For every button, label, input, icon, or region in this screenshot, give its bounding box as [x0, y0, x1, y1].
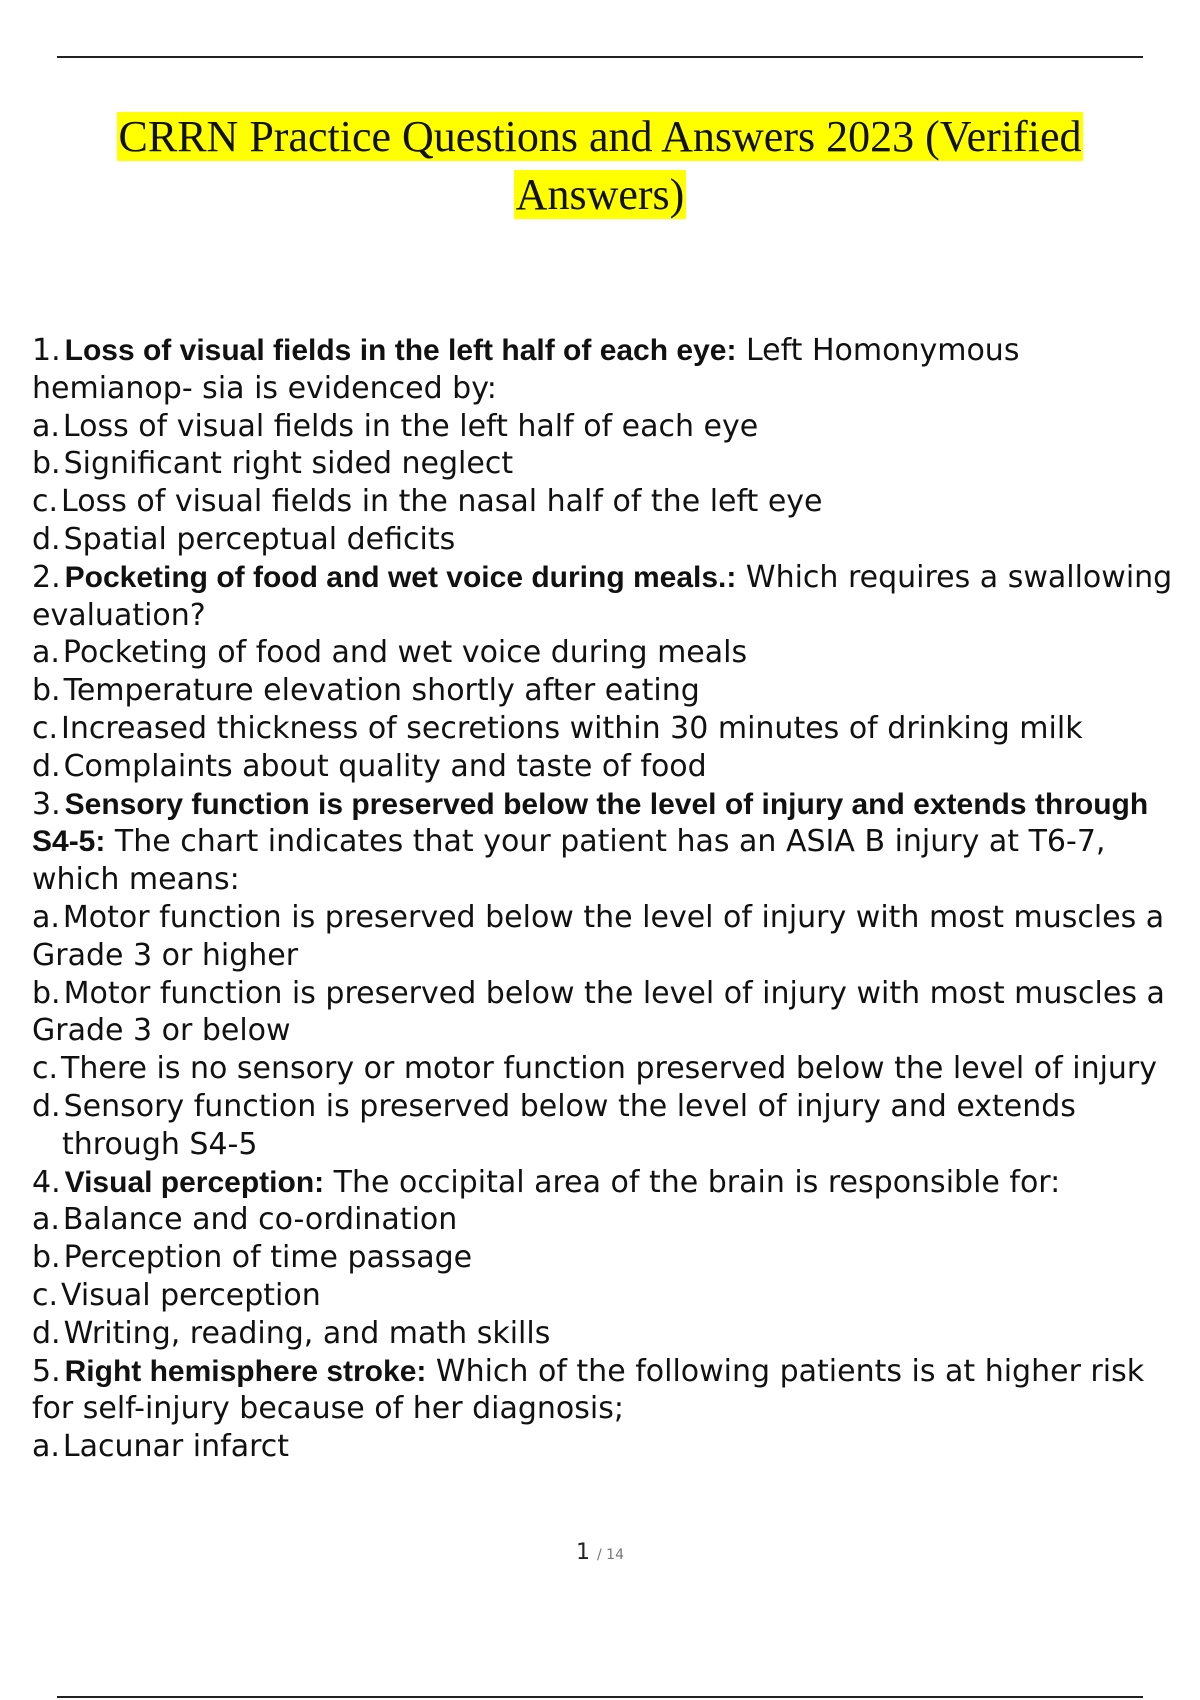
option-2a: a. Pocketing of food and wet voice during meals — [32, 635, 748, 671]
question-3 — [32, 786, 1182, 899]
option-3d: d. Sensory function is preserved below the level of injury and extends through S4-5 — [32, 1088, 1076, 1162]
bottom-rule — [57, 1696, 1143, 1698]
option-3b: b. Motor function is preserved below the level of injury with most muscles a Grade 3 or below — [32, 975, 1165, 1049]
question-text: Which requires a swallowing evaluation? — [32, 559, 1173, 633]
question-number: 3. — [32, 786, 61, 822]
option-3a: a. Motor function is preserved below the level of injury with most muscles a Grade 3 or higher — [32, 899, 1165, 973]
question-text: The occipital area of the brain is responsible for: — [324, 1164, 1061, 1200]
page-indicator — [0, 1540, 1200, 1565]
top-rule — [57, 56, 1143, 58]
question-number: 4. — [32, 1164, 61, 1200]
answer-term: Right hemisphere stroke: — [64, 1354, 427, 1388]
question-number: 5. — [32, 1353, 61, 1389]
option-1d: d. Spatial perceptual deficits — [32, 521, 456, 557]
option-4b: b. Perception of time passage — [32, 1240, 473, 1276]
option-2d: d. Complaints about quality and taste of food — [32, 748, 707, 784]
option-5a: a. Lacunar infarct — [32, 1429, 290, 1465]
question-5 — [32, 1353, 1182, 1429]
question-text: Left Homonymous hemianop- sia is evidenced by: — [32, 333, 1020, 406]
question-2 — [32, 559, 1182, 635]
option-1a: a. Loss of visual fields in the left half of each eye — [32, 408, 759, 444]
option-4c: c. Visual perception — [32, 1277, 321, 1313]
page-current: 1 — [576, 1540, 590, 1565]
question-text: The chart indicates that your patient has an ASIA B injury at T6-7, which means: — [32, 824, 1106, 898]
option-1b: b. Significant right sided neglect — [32, 446, 514, 482]
document-title: CRRN Practice Questions and Answers 2023 (Verified Answers) — [118, 112, 1082, 219]
option-4a: a. Balance and co-ordination — [32, 1202, 458, 1238]
answer-term: Visual perception: — [64, 1165, 325, 1199]
question-number: 2. — [32, 559, 61, 595]
option-4d: d. Writing, reading, and math skills — [32, 1315, 551, 1351]
question-number: 1. — [32, 333, 61, 368]
question-list — [32, 332, 1182, 1466]
answer-term: Sensory function is preserved below the level of injury and extends through S4-5: — [32, 787, 1149, 859]
question-text: Which of the following patients is at higher risk for self-injury because of her diagnosis; — [32, 1353, 1145, 1427]
document-title-block — [60, 108, 1140, 224]
option-1c: c. Loss of visual fields in the nasal half of the left eye — [32, 484, 823, 520]
question-4 — [32, 1164, 1182, 1202]
answer-term: Pocketing of food and wet voice during meals.: — [64, 560, 737, 594]
option-2b: b. Temperature elevation shortly after eating — [32, 673, 700, 709]
answer-term: Loss of visual fields in the left half of each eye: — [64, 334, 737, 367]
page-total: / 14 — [597, 1547, 624, 1563]
option-2c: c. Increased thickness of secretions within 30 minutes of drinking milk — [32, 710, 1083, 746]
question-1 — [32, 332, 1182, 408]
option-3c: c. There is no sensory or motor function preserved below the level of injury — [32, 1051, 1158, 1087]
